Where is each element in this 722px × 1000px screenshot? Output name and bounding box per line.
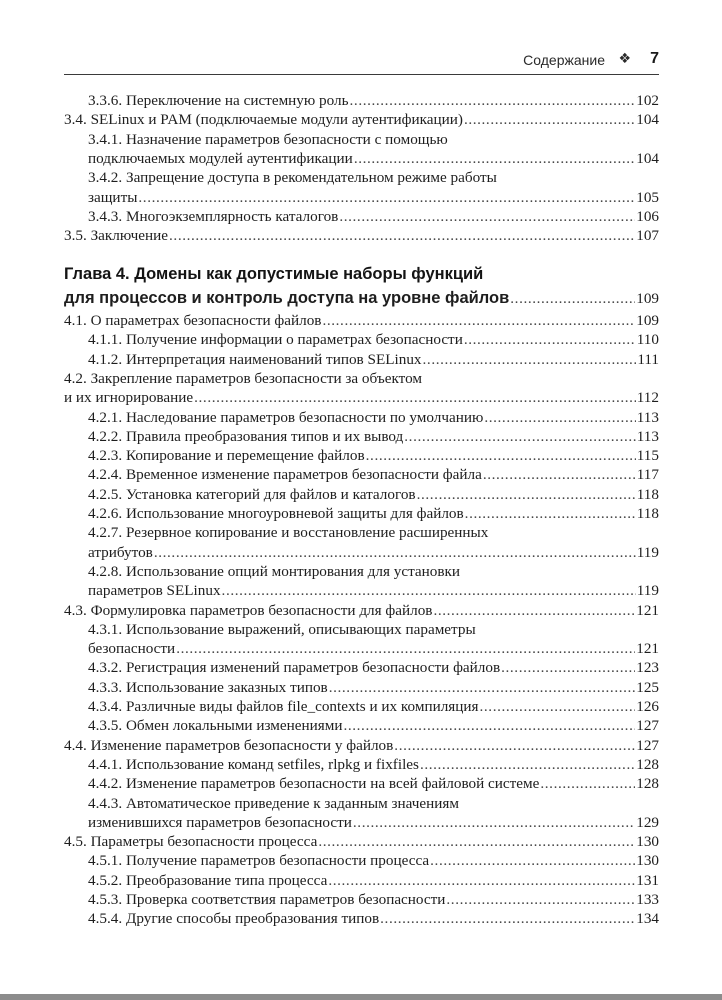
dot-leader [366,446,636,465]
toc-entry-title: 3.4.1. Назначение параметров безопасности с помощью [88,130,448,148]
dot-leader [138,188,635,207]
dot-leader [322,311,635,330]
toc-entry-page: 118 [636,505,659,522]
dot-leader [446,890,635,909]
toc-entry-title: изменившихся параметров безопасности [88,813,352,831]
toc-entry-title: 4.2.6. Использование многоуровневой защиты для файлов [88,505,464,522]
toc-entry-page: 109 [636,312,659,329]
toc-entry-page: 121 [636,601,659,619]
toc-entry-title: 3.4.3. Многоэкземплярность каталогов [88,207,339,225]
chapter-page: 109 [636,290,659,307]
toc-entry[interactable] [88,658,659,677]
toc-entry[interactable] [64,110,659,129]
toc-entry-title: и их игнорирование [64,389,194,407]
toc-entry-page: 110 [636,331,659,349]
toc-entry-page: 104 [636,149,659,167]
toc-entry-page: 130 [636,833,659,851]
toc-entry[interactable] [88,697,659,716]
dot-leader [420,755,635,774]
dot-leader [328,871,635,890]
toc-entry-title: безопасности [88,640,176,658]
dot-leader [484,408,635,427]
toc-entry-title: атрибутов [88,543,153,561]
toc-entry[interactable] [88,149,659,168]
toc-entry-text [88,168,659,187]
toc-entry[interactable] [88,678,659,697]
toc-entry-title: 3.4. SELinux и PAM (подключаемые модули аутентификации) [64,111,463,129]
toc-entry[interactable] [88,813,659,832]
toc-entry-title: 4.3.3. Использование заказных типов [88,678,328,696]
toc-entry-title: 3.3.6. Переключение на системную роль [88,92,349,109]
toc-entry-page: 134 [636,910,659,928]
toc-entry[interactable] [88,581,659,600]
toc-entry[interactable] [64,832,659,851]
toc-entry-text [88,620,659,639]
toc-entry-page: 111 [637,350,659,368]
toc-entry[interactable] [88,851,659,870]
toc-entry-title: 4.2. Закрепление параметров безопасности за объектом [64,369,422,387]
toc-entry-page: 119 [636,543,659,561]
toc-entry-title: 4.5.3. Проверка соответствия параметров безопасности [88,891,446,908]
toc-entry-title: 4.3.4. Различные виды файлов file_contexts и их компиляция [88,698,479,715]
toc-entry[interactable] [88,774,659,793]
toc-entry-title: 3.4.2. Запрещение доступа в рекомендательном режиме работы [88,169,497,187]
toc-entry-page: 117 [636,466,659,484]
chapter-title-line1: Глава 4. Домены как допустимые наборы функций [64,265,484,283]
toc-entry-title: 4.2.8. Использование опций монтирования для установки [88,562,461,580]
dot-leader [154,543,636,562]
toc-entry[interactable] [88,755,659,774]
bottom-scroll-bar [0,994,722,1000]
toc-entry-title: защиты [88,188,138,206]
toc-entry-page: 105 [636,188,659,206]
dot-leader [380,909,635,928]
dot-leader [417,485,636,504]
toc-entry[interactable] [88,207,659,226]
diamond-ornament-icon: ❖ [618,50,631,66]
toc-entry[interactable] [88,909,659,928]
dot-leader [430,851,635,870]
toc-entry-page: 129 [636,813,659,831]
toc-entry-title: 4.4.3. Автоматическое приведение к заданным значениям [88,794,459,812]
toc-entry-page: 126 [636,698,659,715]
dot-leader [404,427,636,446]
toc-entry-page: 128 [636,755,659,773]
toc-entry[interactable] [88,91,659,110]
dot-leader [483,465,636,484]
toc-entry-title: 4.4.2. Изменение параметров безопасности на всей файловой системе [88,775,540,793]
toc-entry-page: 125 [636,678,659,696]
toc-entry-title: 4.2.3. Копирование и перемещение файлов [88,447,365,465]
dot-leader [354,149,635,168]
toc-entry[interactable] [64,388,659,407]
toc-entry-title: 4.5.2. Преобразование типа процесса [88,871,328,889]
toc-entry[interactable] [64,226,659,245]
toc-entry[interactable] [88,871,659,890]
toc-entry[interactable] [64,736,659,755]
chapter-entry[interactable] [64,287,659,310]
toc-entry-page: 113 [636,427,659,445]
toc-entry[interactable] [64,311,659,330]
toc-entry[interactable] [88,427,659,446]
toc-entry[interactable] [88,330,659,349]
toc-entry-text [88,130,659,149]
toc-entry-title: 4.2.5. Установка категорий для файлов и каталогов [88,485,416,503]
toc-entry[interactable] [88,639,659,658]
toc-entry-title: 3.5. Заключение [64,227,169,245]
toc-entry-page: 131 [636,871,659,889]
toc-entry-text [64,369,659,388]
toc-entry-page: 112 [636,389,659,407]
toc-entry-title: параметров SELinux [88,582,221,600]
dot-leader [339,207,635,226]
toc-entry-title: 4.3. Формулировка параметров безопасности для файлов [64,601,433,619]
toc-entry[interactable] [88,543,659,562]
dot-leader [318,832,635,851]
dot-leader [510,287,635,310]
toc-entry-title: подключаемых модулей аутентификации [88,149,353,167]
toc-entry-title: 4.5. Параметры безопасности процесса [64,833,318,851]
toc-entry-text [88,562,659,581]
dot-leader [464,110,635,129]
toc-entry-page: 121 [636,640,659,658]
dot-leader [501,658,635,677]
toc-entry[interactable] [88,465,659,484]
dot-leader [480,697,636,716]
toc-entry[interactable] [88,408,659,427]
toc-entry-title: 4.3.2. Регистрация изменений параметров безопасности файлов [88,659,501,677]
toc-entry-title: 4.4.1. Использование команд setfiles, rlpkg и fixfiles [88,755,419,773]
toc-entry-title: 4.3.5. Обмен локальными изменениями [88,717,343,735]
toc-entry-page: 106 [636,207,659,225]
toc-entry[interactable] [88,716,659,735]
dot-leader [329,678,635,697]
toc-entry-title: 4.2.4. Временное изменение параметров безопасности файла [88,466,482,484]
section-title: Содержание [523,52,605,68]
toc-entry[interactable] [64,601,659,620]
dot-leader [343,716,635,735]
toc-entry-title: 4.3.1. Использование выражений, описывающих параметры [88,620,476,638]
dot-leader [464,330,636,349]
page-number: 7 [650,50,659,67]
dot-leader [176,639,635,658]
dot-leader [350,91,636,110]
dot-leader [394,736,635,755]
toc-entry[interactable] [88,446,659,465]
toc-entry-page: 130 [636,852,659,870]
toc-entry-page: 133 [636,891,659,908]
toc-entry[interactable] [88,350,659,369]
toc-entry-title: 4.5.4. Другие способы преобразования типов [88,910,380,928]
dot-leader [169,226,635,245]
toc-entry-page: 119 [636,582,659,600]
toc-entry-page: 128 [636,775,659,793]
dot-leader [423,350,637,369]
toc-entry-page: 113 [636,408,659,426]
toc-entry[interactable] [88,485,659,504]
dot-leader [433,601,635,620]
toc-entry-title: 4.1. О параметрах безопасности файлов [64,312,322,329]
toc-entry-title: 4.5.1. Получение параметров безопасности процесса [88,852,430,870]
toc-entry-title: 4.4. Изменение параметров безопасности у файлов [64,736,394,754]
toc-entry-page: 127 [636,736,659,754]
dot-leader [465,504,636,523]
toc-entry[interactable] [88,504,659,523]
toc-entry-page: 123 [636,659,659,677]
dot-leader [540,774,635,793]
running-header [64,48,659,75]
toc-entry-title: 4.1.1. Получение информации о параметрах безопасности [88,331,463,349]
toc-entry[interactable] [88,890,659,909]
toc-entry-text [88,523,659,542]
toc-entry-page: 107 [636,227,659,245]
chapter-title-line2: для процессов и контроль доступа на уровне файлов [64,289,510,307]
toc-entry-page: 115 [636,447,659,465]
dot-leader [353,813,635,832]
toc-entry[interactable] [88,188,659,207]
toc-entry-text [88,794,659,813]
toc-entry-title: 4.2.7. Резервное копирование и восстановление расширенных [88,524,489,542]
dot-leader [194,388,636,407]
toc-entry-page: 127 [636,717,659,735]
toc-entry-page: 104 [636,111,659,129]
toc-entry-title: 4.2.1. Наследование параметров безопасности по умолчанию [88,408,484,426]
toc-entry-title: 4.1.2. Интерпретация наименований типов SELinux [88,350,422,368]
dot-leader [222,581,636,600]
toc-entry-page: 118 [636,485,659,503]
toc-entry-page: 102 [636,92,659,109]
toc-entry-title: 4.2.2. Правила преобразования типов и их вывод [88,427,404,445]
